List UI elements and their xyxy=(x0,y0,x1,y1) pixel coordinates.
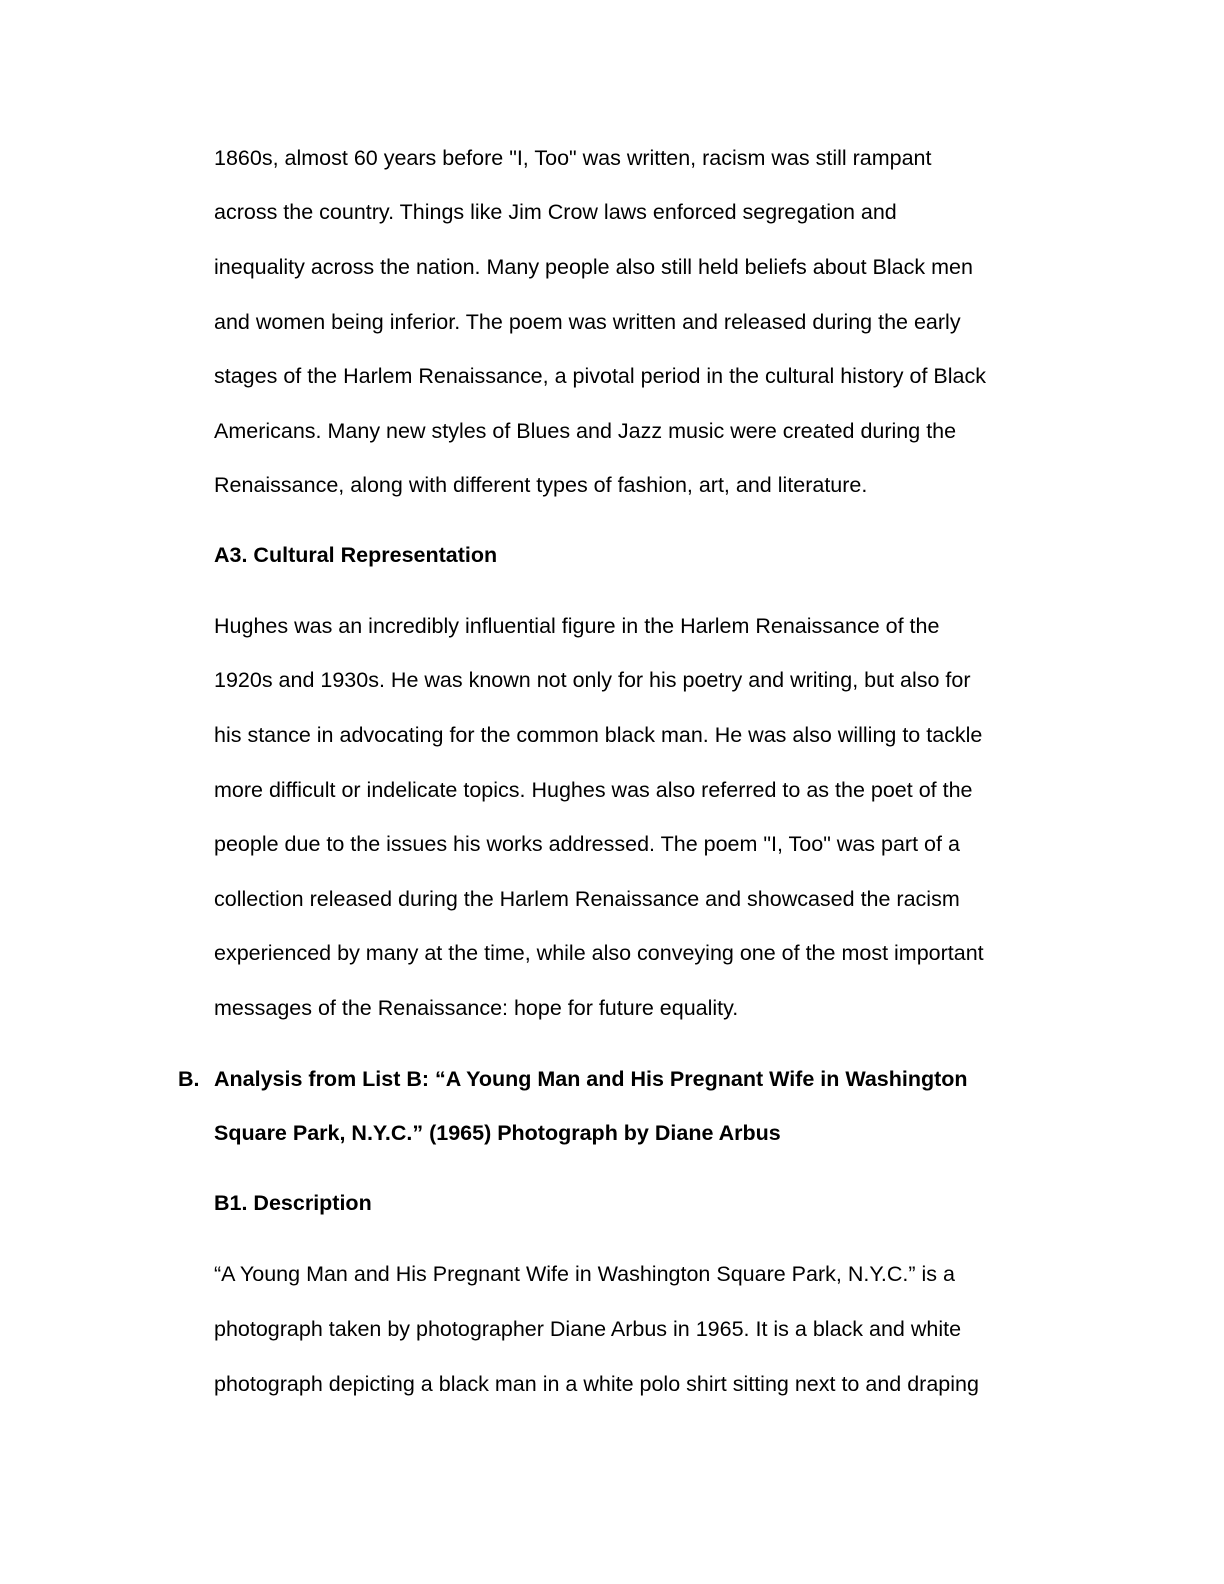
body-text-line: Americans. Many new styles of Blues and Jazz music were created during the xyxy=(214,419,957,443)
body-text-line: people due to the issues his works addressed. The poem "I, Too" was part of a xyxy=(214,832,960,856)
body-text-line: stages of the Harlem Renaissance, a pivotal period in the cultural history of Black xyxy=(214,364,987,388)
body-text-line: more difficult or indelicate topics. Hughes was also referred to as the poet of the xyxy=(214,778,973,802)
body-text-line: messages of the Renaissance: hope for future equality. xyxy=(214,996,739,1020)
body-text-line: experienced by many at the time, while also conveying one of the most important xyxy=(214,941,984,965)
body-text-line: across the country. Things like Jim Crow laws enforced segregation and xyxy=(214,200,897,224)
body-text-line: inequality across the nation. Many people also still held beliefs about Black men xyxy=(214,255,973,279)
body-text-line: Renaissance, along with different types of fashion, art, and literature. xyxy=(214,473,868,497)
body-text-line: his stance in advocating for the common black man. He was also willing to tackle xyxy=(214,723,983,747)
body-text-line: 1860s, almost 60 years before "I, Too" was written, racism was still rampant xyxy=(214,146,932,170)
body-text-line: and women being inferior. The poem was written and released during the early xyxy=(214,310,961,334)
body-text-line: photograph depicting a black man in a white polo shirt sitting next to and draping xyxy=(214,1372,979,1396)
section-heading-b-continued: Square Park, N.Y.C.” (1965) Photograph by Diane Arbus xyxy=(214,1121,781,1145)
section-marker-b: B. xyxy=(178,1067,200,1091)
section-heading-b1: B1. Description xyxy=(214,1191,372,1215)
body-text-line: “A Young Man and His Pregnant Wife in Washington Square Park, N.Y.C.” is a xyxy=(214,1262,955,1286)
body-text-line: Hughes was an incredibly influential figure in the Harlem Renaissance of the xyxy=(214,614,940,638)
body-text-line: 1920s and 1930s. He was known not only for his poetry and writing, but also for xyxy=(214,668,971,692)
section-heading-b: Analysis from List B: “A Young Man and His Pregnant Wife in Washington xyxy=(214,1067,968,1091)
section-heading-a3: A3. Cultural Representation xyxy=(214,543,498,567)
body-text-line: photograph taken by photographer Diane Arbus in 1965. It is a black and white xyxy=(214,1317,962,1341)
body-text-line: collection released during the Harlem Renaissance and showcased the racism xyxy=(214,887,960,911)
